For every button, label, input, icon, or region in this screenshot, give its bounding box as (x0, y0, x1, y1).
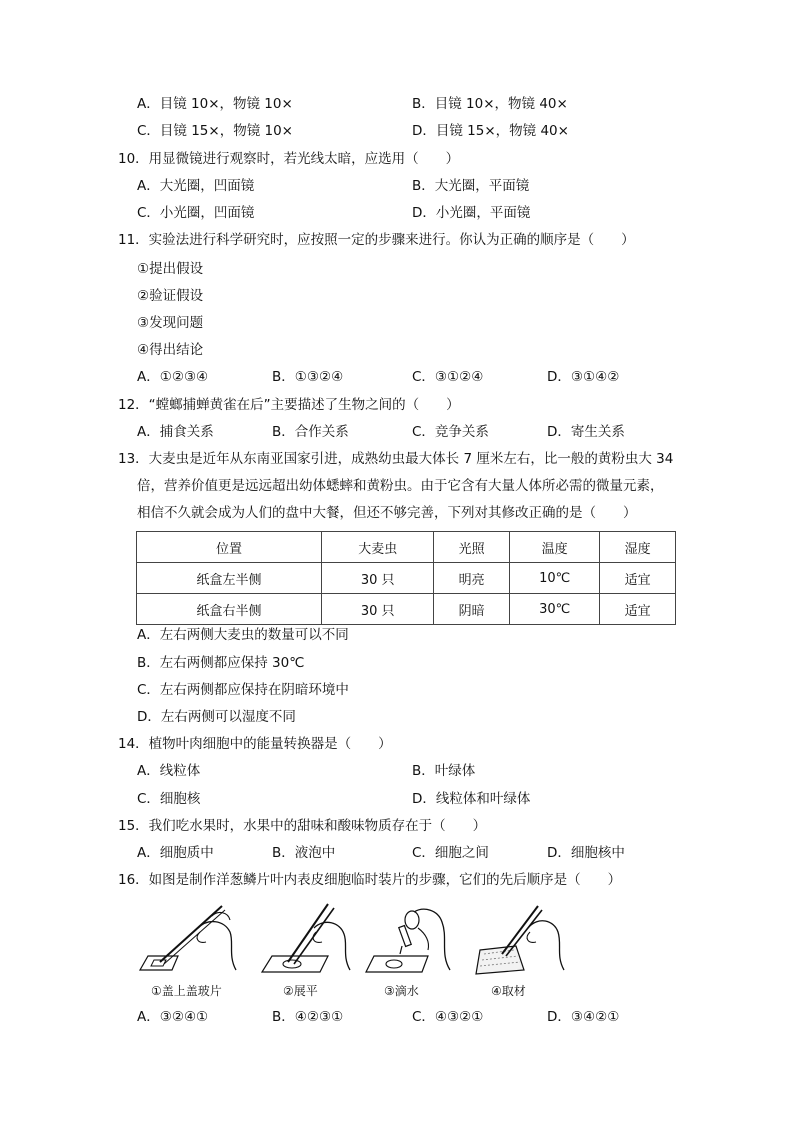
take-material-illustration (470, 898, 570, 978)
caption-cover-slip: ①盖上盖玻片 (151, 984, 222, 998)
q15-option-d: D．细胞核中 (547, 845, 625, 861)
q11-option-b: B．①③②④ (272, 369, 344, 385)
q14-option-a: A．线粒体 (137, 763, 201, 779)
q9-option-b: B．目镜 10×，物镜 40× (412, 96, 568, 112)
q12-option-b: B．合作关系 (272, 424, 349, 440)
table-header-cell: 湿度 (600, 532, 676, 563)
q13-option-b: B．左右两侧都应保持 30℃ (137, 655, 305, 671)
table-row (137, 594, 676, 625)
table-cell: 阴暗 (434, 594, 510, 625)
caption-spread: ②展平 (283, 984, 318, 998)
table-cell: 明亮 (434, 563, 510, 594)
drip-water-illustration (364, 898, 460, 978)
table-cell: 30 只 (322, 594, 434, 625)
q16-option-d: D．③④②① (547, 1009, 620, 1025)
table-header-cell: 光照 (434, 532, 510, 563)
q9-option-d: D．目镜 15×，物镜 40× (412, 123, 569, 139)
table-cell: 适宜 (600, 563, 676, 594)
q11-step-2: ②验证假设 (137, 288, 204, 304)
figure-drip-water (364, 898, 460, 978)
cover-slip-illustration (138, 898, 248, 978)
figure-spread (258, 898, 358, 978)
table-header-cell: 位置 (137, 532, 322, 563)
q12-option-c: C．竞争关系 (412, 424, 489, 440)
q14-option-c: C．细胞核 (137, 791, 201, 807)
q11-step-4: ④得出结论 (137, 342, 204, 358)
q14-option-b: B．叶绿体 (412, 763, 476, 779)
table-header-cell: 温度 (510, 532, 600, 563)
spread-illustration (258, 898, 358, 978)
q11-step-3: ③发现问题 (137, 315, 204, 331)
q10-option-c: C．小光圈，凹面镜 (137, 205, 255, 221)
table-header-row (137, 532, 676, 563)
q12-option-d: D．寄生关系 (547, 424, 625, 440)
q13-stem-line-3: 相信不久就会成为人们的盘中大餐，但还不够完善，下列对其修改正确的是（ ） (137, 505, 637, 521)
table-cell: 10℃ (510, 563, 600, 594)
q9-option-a: A．目镜 10×，物镜 10× (137, 96, 293, 112)
table-cell: 30℃ (510, 594, 600, 625)
table-cell: 30 只 (322, 563, 434, 594)
q12-stem: 12．“螳螂捕蝉黄雀在后”主要描述了生物之间的（ ） (118, 397, 460, 413)
figure-take-material (470, 898, 570, 978)
q13-option-c: C．左右两侧都应保持在阴暗环境中 (137, 682, 349, 698)
q14-stem: 14．植物叶肉细胞中的能量转换器是（ ） (118, 736, 392, 752)
q13-stem-line-1: 13．大麦虫是近年从东南亚国家引进，成熟幼虫最大体长 7 厘米左右，比一般的黄粉虫大 34 (118, 451, 674, 467)
table-row (137, 563, 676, 594)
q16-option-a: A．③②④① (137, 1009, 209, 1025)
q16-option-b: B．④②③① (272, 1009, 344, 1025)
q15-stem: 15．我们吃水果时，水果中的甜味和酸味物质存在于（ ） (118, 818, 487, 834)
q11-option-a: A．①②③④ (137, 369, 209, 385)
q11-option-d: D．③①④② (547, 369, 620, 385)
figure-cover-slip (138, 898, 248, 978)
q11-step-1: ①提出假设 (137, 261, 204, 277)
q12-option-a: A．捕食关系 (137, 424, 214, 440)
table-cell: 纸盒右半侧 (137, 594, 322, 625)
table-header-cell: 大麦虫 (322, 532, 434, 563)
q13-option-a: A．左右两侧大麦虫的数量可以不同 (137, 627, 349, 643)
q10-option-a: A．大光圈，凹面镜 (137, 178, 255, 194)
q13-option-d: D．左右两侧可以湿度不同 (137, 709, 296, 725)
q9-option-c: C．目镜 15×，物镜 10× (137, 123, 293, 139)
q13-stem-line-2: 倍，营养价值更是远远超出幼体蟋蟀和黄粉虫。由于它含有大量人体所必需的微量元素， (137, 478, 664, 494)
q15-option-b: B．液泡中 (272, 845, 336, 861)
q15-option-a: A．细胞质中 (137, 845, 214, 861)
experiment-table (136, 531, 676, 625)
caption-take-material: ④取材 (491, 984, 526, 998)
caption-drip-water: ③滴水 (384, 984, 419, 998)
q14-option-d: D．线粒体和叶绿体 (412, 791, 531, 807)
q11-stem: 11．实验法进行科学研究时，应按照一定的步骤来进行。你认为正确的顺序是（ ） (118, 232, 635, 248)
table-cell: 适宜 (600, 594, 676, 625)
q10-option-d: D．小光圈，平面镜 (412, 205, 531, 221)
q10-option-b: B．大光圈，平面镜 (412, 178, 530, 194)
q11-option-c: C．③①②④ (412, 369, 484, 385)
q16-stem: 16．如图是制作洋葱鳞片叶内表皮细胞临时装片的步骤，它们的先后顺序是（ ） (118, 872, 622, 888)
q15-option-c: C．细胞之间 (412, 845, 489, 861)
q10-stem: 10．用显微镜进行观察时，若光线太暗，应选用（ ） (118, 151, 460, 167)
q16-option-c: C．④③②① (412, 1009, 484, 1025)
table-cell: 纸盒左半侧 (137, 563, 322, 594)
